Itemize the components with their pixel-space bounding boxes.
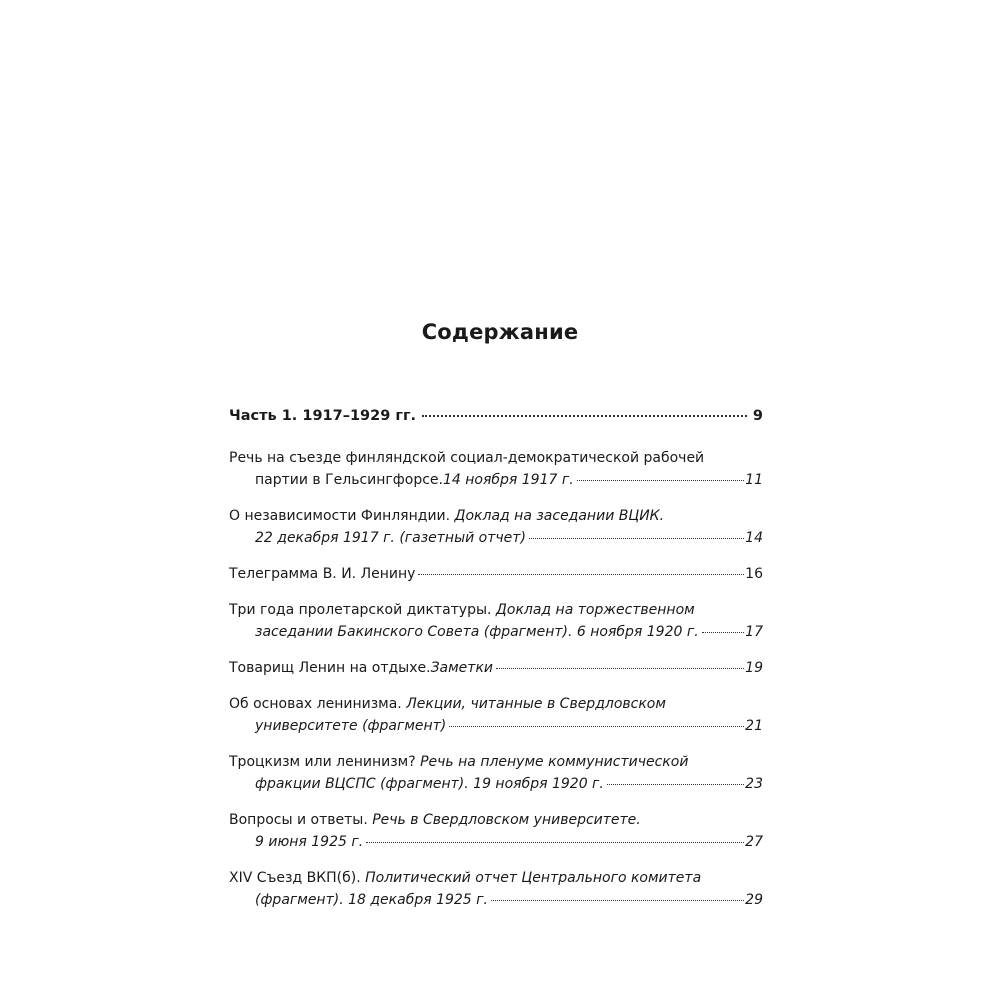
entry-title: Три года пролетарской диктатуры. bbox=[229, 602, 492, 618]
entry-title: Троцкизм или ленинизм? bbox=[229, 754, 416, 770]
toc-entry[interactable] bbox=[229, 657, 763, 679]
toc-entry-line2 bbox=[229, 621, 763, 643]
entry-title-cont: партии в Гельсингфорсе. bbox=[255, 472, 443, 488]
dot-leader bbox=[366, 842, 744, 843]
entry-subtitle: Лекции, читанные в Свердловском bbox=[401, 696, 666, 712]
entry-page-number: 17 bbox=[745, 624, 763, 640]
entry-title: Телеграмма В. И. Ленину bbox=[229, 566, 416, 582]
dot-leader bbox=[422, 415, 747, 417]
entry-subtitle: Речь в Свердловском университете. bbox=[367, 812, 641, 828]
dot-leader bbox=[418, 574, 744, 575]
entry-subtitle-cont: университете (фрагмент) bbox=[255, 718, 447, 734]
table-of-contents bbox=[229, 404, 763, 925]
toc-entry-line1 bbox=[229, 505, 763, 527]
entry-subtitle: 14 ноября 1917 г. bbox=[442, 472, 574, 488]
toc-part-entry[interactable] bbox=[229, 404, 763, 428]
toc-entry[interactable] bbox=[229, 693, 763, 737]
entry-page-number: 27 bbox=[745, 834, 763, 850]
entry-title: Об основах ленинизма. bbox=[229, 696, 402, 712]
toc-heading: Содержание bbox=[421, 320, 579, 344]
entry-title: Речь на съезде финляндской социал-демократической рабочей bbox=[229, 450, 705, 466]
dot-leader bbox=[577, 480, 745, 481]
toc-entry[interactable] bbox=[229, 809, 763, 853]
part-page-number: 9 bbox=[752, 408, 763, 424]
dot-leader bbox=[607, 784, 744, 785]
entry-title: О независимости Финляндии. bbox=[229, 508, 451, 524]
dot-leader bbox=[449, 726, 744, 727]
toc-entry-line2 bbox=[229, 831, 763, 853]
toc-entry[interactable] bbox=[229, 447, 763, 491]
dot-leader bbox=[491, 900, 744, 901]
entry-subtitle: Речь на пленуме коммунистической bbox=[415, 754, 689, 770]
toc-entry-line1 bbox=[229, 447, 763, 469]
entry-page-number: 11 bbox=[745, 472, 763, 488]
toc-entry-line1 bbox=[229, 809, 763, 831]
entry-title: Товарищ Ленин на отдыхе. bbox=[229, 660, 431, 676]
entry-page-number: 23 bbox=[745, 776, 763, 792]
toc-entry[interactable] bbox=[229, 751, 763, 795]
entry-page-number: 16 bbox=[745, 566, 763, 582]
toc-entry-line2 bbox=[229, 889, 763, 911]
part-label: Часть 1. 1917–1929 гг. bbox=[229, 408, 417, 424]
entry-page-number: 14 bbox=[745, 530, 763, 546]
entry-subtitle-cont: фракции ВЦСПС (фрагмент). 19 ноября 1920 г. bbox=[255, 776, 604, 792]
toc-entry[interactable] bbox=[229, 505, 763, 549]
entry-subtitle-cont: 22 декабря 1917 г. (газетный отчет) bbox=[255, 530, 526, 546]
entry-subtitle: Доклад на торжественном bbox=[491, 602, 695, 618]
entry-subtitle: Доклад на заседании ВЦИК. bbox=[450, 508, 665, 524]
toc-entry-line2 bbox=[229, 527, 763, 549]
entry-subtitle: Политический отчет Центрального комитета bbox=[360, 870, 702, 886]
entry-title: XIV Съезд ВКП(б). bbox=[229, 870, 361, 886]
entry-subtitle-cont: заседании Бакинского Совета (фрагмент). 6 ноября 1920 г. bbox=[255, 624, 699, 640]
entry-title: Вопросы и ответы. bbox=[229, 812, 368, 828]
toc-entry-line2 bbox=[229, 469, 763, 491]
toc-entry[interactable] bbox=[229, 563, 763, 585]
entry-subtitle-cont: (фрагмент). 18 декабря 1925 г. bbox=[255, 892, 488, 908]
toc-entry-line2 bbox=[229, 773, 763, 795]
dot-leader bbox=[496, 668, 744, 669]
toc-entry-line1 bbox=[229, 751, 763, 773]
toc-entry-line2 bbox=[229, 715, 763, 737]
toc-entry-line1 bbox=[229, 693, 763, 715]
toc-entry-line1 bbox=[229, 599, 763, 621]
toc-entry-line1 bbox=[229, 867, 763, 889]
dot-leader bbox=[529, 538, 744, 539]
entry-page-number: 29 bbox=[745, 892, 763, 908]
dot-leader bbox=[702, 632, 745, 633]
entry-page-number: 21 bbox=[745, 718, 763, 734]
toc-entry[interactable] bbox=[229, 599, 763, 643]
entry-subtitle: Заметки bbox=[430, 660, 494, 676]
entry-subtitle-cont: 9 июня 1925 г. bbox=[255, 834, 364, 850]
entry-page-number: 19 bbox=[745, 660, 763, 676]
toc-entry[interactable] bbox=[229, 867, 763, 911]
